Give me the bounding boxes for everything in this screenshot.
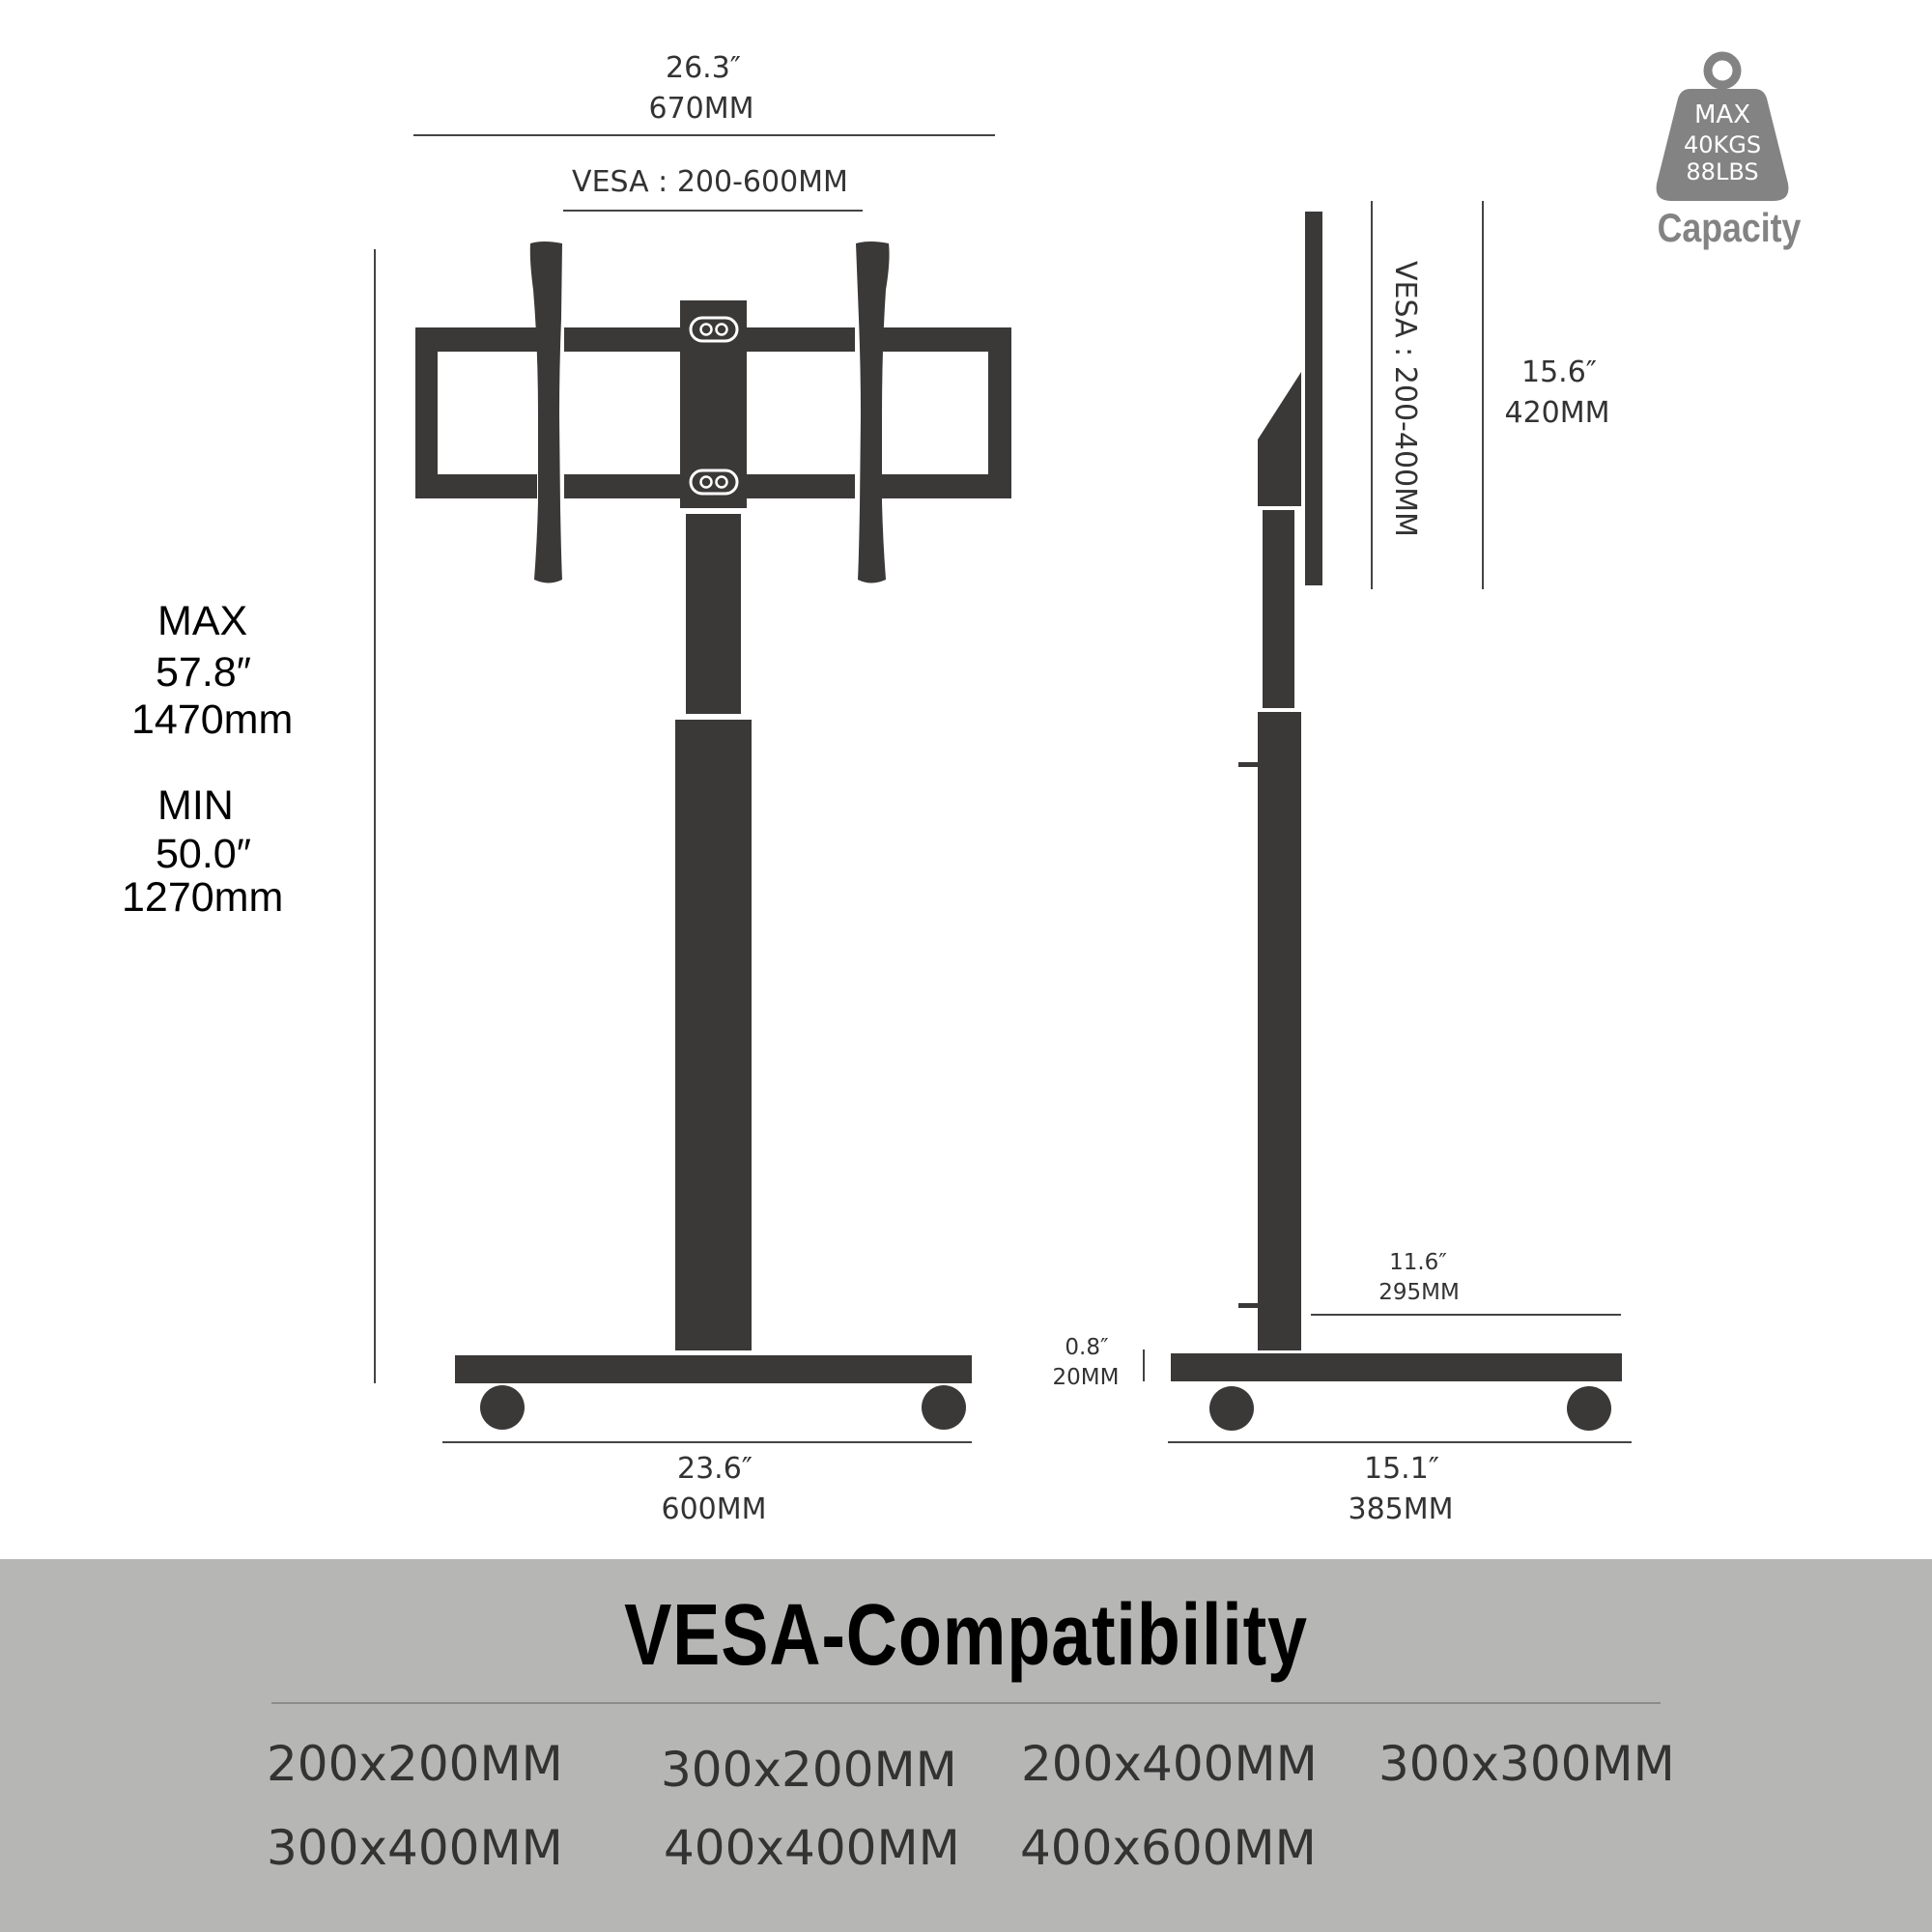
height-min-inch: 50.0″ [156, 831, 251, 877]
vesa-compat-divider [271, 1702, 1661, 1704]
base-depth-inch: 11.6″ [1389, 1250, 1447, 1275]
side-vesa-label: VESA : 200-400MM [1388, 261, 1422, 537]
side-base-inch: 15.1″ [1363, 1452, 1440, 1486]
front-right-wheel [922, 1385, 966, 1430]
side-tilt-bracket [1258, 372, 1301, 506]
vesa-item-4: 300x300MM [1378, 1736, 1675, 1792]
top-width-inch: 26.3″ [665, 51, 742, 85]
side-height-inch: 15.6″ [1520, 355, 1598, 389]
height-max-mm: 1470mm [131, 696, 294, 743]
left-mount-arm [530, 242, 562, 583]
side-lower-column [1258, 712, 1301, 1350]
capacity-lbs: 88LBS [1686, 158, 1759, 185]
side-right-wheel [1567, 1386, 1611, 1431]
side-mount-plate [1305, 212, 1322, 585]
height-max-inch: 57.8″ [156, 649, 251, 696]
side-height-mm: 420MM [1504, 396, 1610, 430]
side-base [1171, 1353, 1622, 1381]
front-view [122, 51, 1011, 1526]
base-thickness-inch: 0.8″ [1065, 1335, 1109, 1360]
side-upper-column [1263, 510, 1294, 708]
side-view [1053, 201, 1632, 1526]
base-depth-mm: 295MM [1378, 1280, 1460, 1305]
capacity-max: MAX [1693, 100, 1751, 129]
front-vesa-label: VESA : 200-600MM [572, 165, 848, 199]
vesa-item-1: 200x200MM [267, 1736, 563, 1792]
front-base [455, 1355, 972, 1383]
top-width-mm: 670MM [648, 92, 754, 126]
vesa-compat-title: VESA-Compatibility [624, 1587, 1308, 1684]
lower-column [675, 720, 752, 1350]
side-knob-lower [1238, 1303, 1260, 1308]
weight-capacity-icon [1657, 56, 1802, 251]
side-left-wheel [1209, 1386, 1254, 1431]
front-left-wheel [480, 1385, 525, 1430]
height-min-label: MIN [157, 782, 234, 829]
base-thickness-mm: 20MM [1052, 1365, 1120, 1390]
height-max-label: MAX [157, 598, 248, 644]
front-base-mm: 600MM [661, 1492, 767, 1526]
capacity-label: Capacity [1657, 206, 1802, 251]
capacity-kgs: 40KGS [1683, 131, 1762, 158]
vesa-item-5: 300x400MM [267, 1820, 563, 1876]
vesa-item-3: 200x400MM [1021, 1736, 1318, 1792]
vesa-item-7: 400x600MM [1020, 1820, 1317, 1876]
height-min-mm: 1270mm [122, 874, 284, 921]
side-base-mm: 385MM [1348, 1492, 1454, 1526]
vesa-item-6: 400x400MM [664, 1820, 960, 1876]
front-base-inch: 23.6″ [676, 1452, 753, 1486]
right-mount-arm [856, 242, 890, 583]
vesa-item-2: 300x200MM [661, 1742, 957, 1798]
upper-column [686, 514, 741, 714]
side-knob-upper [1238, 762, 1260, 767]
